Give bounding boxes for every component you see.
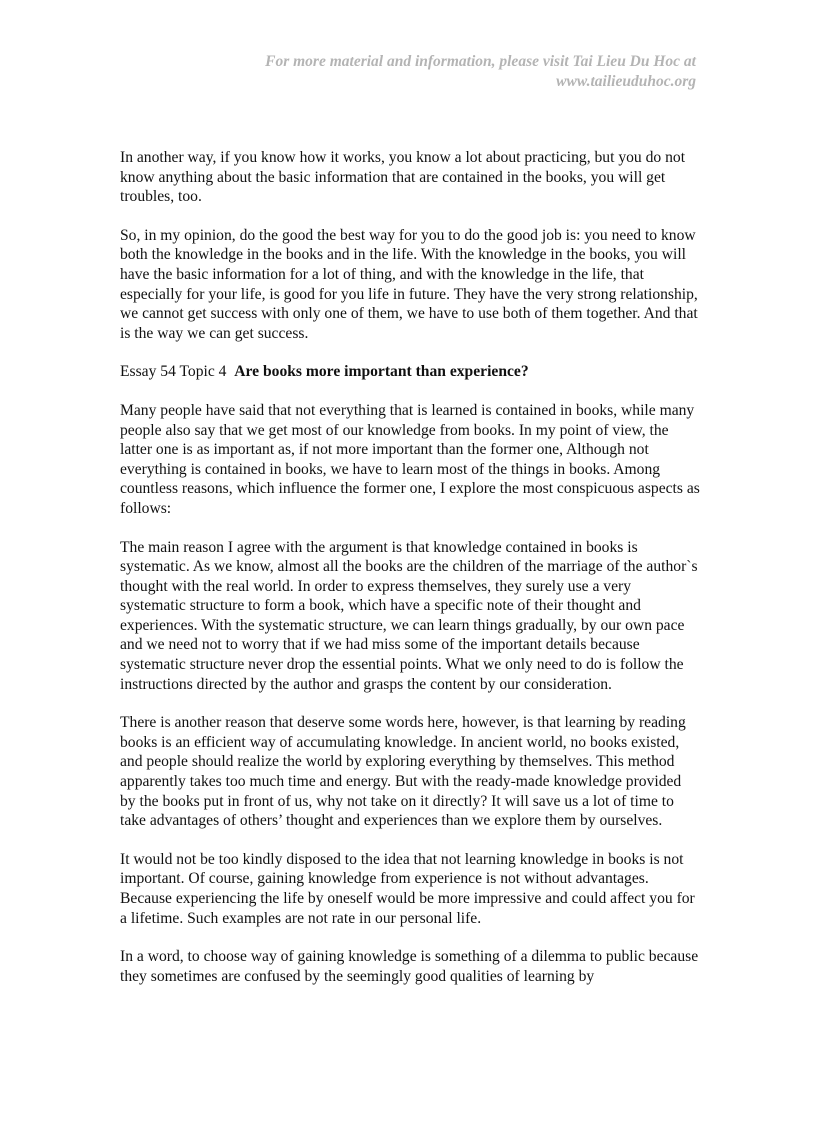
paragraph-4: The main reason I agree with the argument is that knowledge contained in books is systematic. As we know, almost all the books are the children of the marriage of the author`s thought with the real world. In order to express themselves, they surely use a very systematic structure to form a book, which have a specific note of their thought and experiences. With the systematic structure, we can learn things gradually, by our own pace and we need not to worry that if we had miss some of the important details because systematic structure never drop the essential points. What we only need to do is follow the instructions directed by the author and grasps the content by our consideration. — [120, 538, 698, 693]
essay-label: Essay 54 Topic 4 — [120, 363, 227, 381]
page-header — [265, 52, 696, 92]
header-line-1: For more material and information, please visit Tai Lieu Du Hoc at — [265, 53, 696, 70]
paragraph-5: There is another reason that deserve some words here, however, is that learning by reading books is an efficient way of accumulating knowledge. In ancient world, no books existed, and people should realize the world by exploring everything by themselves. This method apparently takes too much time and energy. But with the ready-made knowledge provided by the books put in front of us, why not take on it directly? It will save us a lot of time to take advantages of others’ thought and experiences than we explore them by ourselves. — [120, 714, 686, 830]
document-body — [120, 148, 700, 1005]
paragraph-6: It would not be too kindly disposed to the idea that not learning knowledge in books is not important. Of course, gaining knowledge from experience is not without advantages. Because experiencing the life by oneself would be more impressive and could affect you for a lifetime. Such examples are not rate in our personal life. — [120, 850, 695, 927]
paragraph-3: Many people have said that not everything that is learned is contained in books, while many people also say that we get most of our knowledge from books. In my point of view, the latter one is as important as, if not more important than the former one, Although not everything is contained in books, we have to learn most of the things in books. Among countless reasons, which influence the former one, I explore the most conspicuous aspects as follows: — [120, 401, 700, 517]
paragraph-7: In a word, to choose way of gaining knowledge is something of a dilemma to public because they sometimes are confused by the seemingly good qualities of learning by — [120, 948, 699, 985]
header-url: www.tailieuduhoc.org — [556, 73, 696, 90]
paragraph-2: So, in my opinion, do the good the best way for you to do the good job is: you need to know both the knowledge in the books and in the life. With the knowledge in the books, you will have the basic information for a lot of thing, and with the knowledge in the life, that especially for your life, is good for you life in future. They have the very strong relationship, we cannot get success with only one of them, we have to use both of them together. And that is the way we can get success. — [120, 226, 698, 342]
essay-heading — [120, 362, 700, 382]
essay-title: Are books more important than experience? — [234, 363, 529, 381]
paragraph-1: In another way, if you know how it works, you know a lot about practicing, but you do not know anything about the basic information that are contained in the books, you will get troubles, too. — [120, 149, 686, 206]
